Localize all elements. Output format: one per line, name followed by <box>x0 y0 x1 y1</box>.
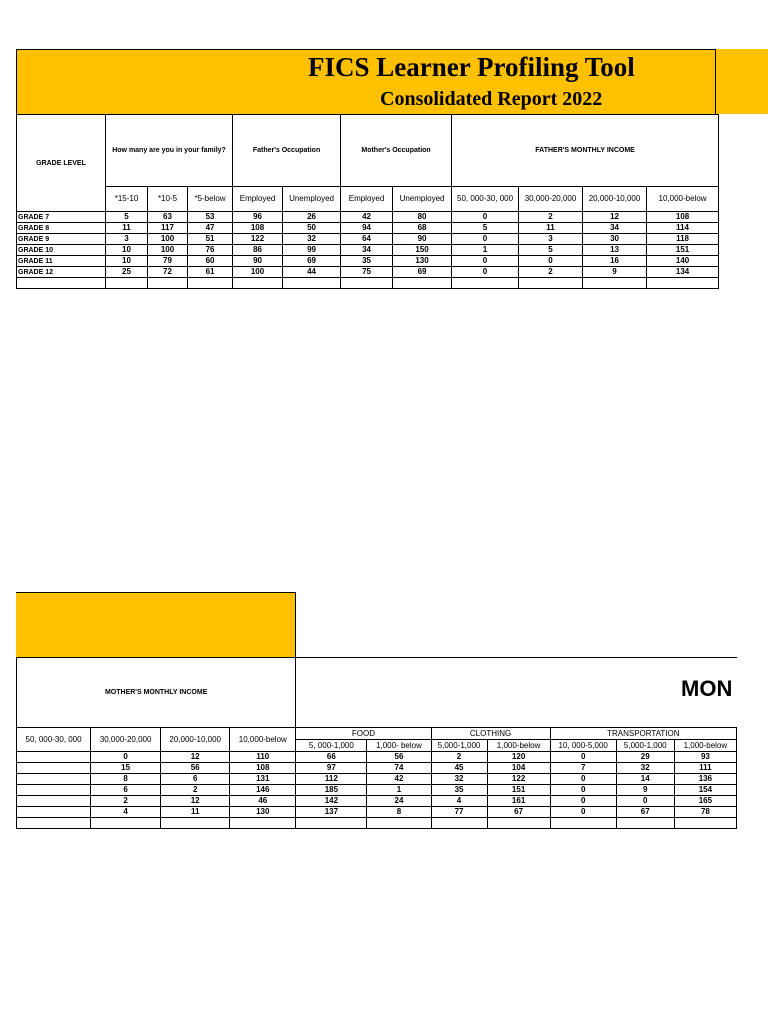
food-header: FOOD <box>296 728 431 740</box>
data-cell: 24 <box>367 796 431 807</box>
report-title: FICS Learner Profiling Tool <box>308 52 635 82</box>
mother-sub-header: 30,000-20,000 <box>91 728 161 752</box>
data-cell: 96 <box>233 212 283 223</box>
data-cell: 53 <box>188 212 233 223</box>
empty-cell <box>283 278 341 289</box>
data-cell: 0 <box>452 212 519 223</box>
grade-label: GRADE 9 <box>17 234 106 245</box>
data-cell: 111 <box>674 763 736 774</box>
data-cell: 0 <box>616 796 674 807</box>
data-cell: 34 <box>583 223 647 234</box>
data-cell: 6 <box>91 785 161 796</box>
data-cell: 15 <box>91 763 161 774</box>
data-cell: 114 <box>647 223 719 234</box>
data-cell: 0 <box>452 256 519 267</box>
expense-sub-header: 5,000-1,000 <box>431 740 487 752</box>
family-size-header: How many are you in your family? <box>106 115 233 187</box>
empty-cell <box>431 818 487 829</box>
data-cell: 161 <box>487 796 550 807</box>
data-cell: 10 <box>106 245 148 256</box>
data-cell: 0 <box>519 256 583 267</box>
data-cell: 1 <box>452 245 519 256</box>
data-cell: 51 <box>188 234 233 245</box>
data-cell: 2 <box>91 796 161 807</box>
mother-income-header: MOTHER'S MONTHLY INCOME <box>17 658 296 728</box>
empty-cell <box>393 278 452 289</box>
data-cell: 112 <box>296 774 367 785</box>
empty-cell <box>233 278 283 289</box>
data-cell: 7 <box>550 763 616 774</box>
data-cell: 131 <box>230 774 296 785</box>
table-row <box>17 212 719 223</box>
table-row <box>17 807 737 818</box>
data-cell: 2 <box>161 785 230 796</box>
data-cell: 11 <box>106 223 148 234</box>
title-banner-extension <box>716 49 768 114</box>
data-cell: 136 <box>674 774 736 785</box>
empty-row <box>17 278 719 289</box>
monthly-expenses-heading: MON <box>681 676 733 701</box>
data-cell: 5 <box>106 212 148 223</box>
data-cell: 97 <box>296 763 367 774</box>
data-cell: 74 <box>367 763 431 774</box>
data-cell: 2 <box>519 267 583 278</box>
data-cell: 69 <box>283 256 341 267</box>
data-cell <box>17 796 91 807</box>
data-cell: 140 <box>647 256 719 267</box>
data-cell: 0 <box>91 752 161 763</box>
data-cell: 66 <box>296 752 367 763</box>
data-cell: 146 <box>230 785 296 796</box>
data-cell: 0 <box>550 774 616 785</box>
grade-label: GRADE 10 <box>17 245 106 256</box>
father-occupation-header: Father's Occupation <box>233 115 341 187</box>
table-row <box>17 785 737 796</box>
data-cell: 32 <box>616 763 674 774</box>
data-cell: 68 <box>393 223 452 234</box>
empty-cell <box>647 278 719 289</box>
data-cell <box>17 807 91 818</box>
table-row <box>17 796 737 807</box>
data-cell: 130 <box>230 807 296 818</box>
data-cell: 118 <box>647 234 719 245</box>
data-cell: 12 <box>161 796 230 807</box>
data-cell: 110 <box>230 752 296 763</box>
data-cell: 0 <box>550 796 616 807</box>
data-cell: 9 <box>616 785 674 796</box>
sub-header: *15-10 <box>106 187 148 212</box>
empty-cell <box>519 278 583 289</box>
data-cell: 13 <box>583 245 647 256</box>
data-cell: 151 <box>647 245 719 256</box>
table-row <box>17 752 737 763</box>
empty-row <box>17 818 737 829</box>
data-cell: 9 <box>583 267 647 278</box>
sub-header: 50, 000-30, 000 <box>452 187 519 212</box>
data-cell: 35 <box>431 785 487 796</box>
table-row <box>17 256 719 267</box>
empty-cell <box>367 818 431 829</box>
grade-label: GRADE 8 <box>17 223 106 234</box>
sub-header: Employed <box>341 187 393 212</box>
data-cell: 1 <box>367 785 431 796</box>
data-cell: 64 <box>341 234 393 245</box>
data-cell: 4 <box>431 796 487 807</box>
data-cell: 3 <box>519 234 583 245</box>
data-cell: 29 <box>616 752 674 763</box>
data-cell: 34 <box>341 245 393 256</box>
transportation-header: TRANSPORTATION <box>550 728 736 740</box>
data-cell: 93 <box>674 752 736 763</box>
data-cell: 35 <box>341 256 393 267</box>
empty-cell <box>487 818 550 829</box>
data-cell: 45 <box>431 763 487 774</box>
data-cell: 4 <box>91 807 161 818</box>
table-row <box>17 245 719 256</box>
data-cell: 42 <box>367 774 431 785</box>
data-cell: 5 <box>519 245 583 256</box>
data-cell: 80 <box>393 212 452 223</box>
data-cell <box>17 785 91 796</box>
empty-cell <box>91 818 161 829</box>
sub-header: Unemployed <box>393 187 452 212</box>
data-cell: 10 <box>106 256 148 267</box>
data-cell <box>17 774 91 785</box>
data-cell: 69 <box>393 267 452 278</box>
expense-sub-header: 10, 000-5,000 <box>550 740 616 752</box>
data-cell: 130 <box>393 256 452 267</box>
empty-cell <box>583 278 647 289</box>
empty-cell <box>452 278 519 289</box>
data-cell: 76 <box>188 245 233 256</box>
section-banner <box>16 592 296 658</box>
data-cell: 0 <box>550 752 616 763</box>
data-cell: 77 <box>431 807 487 818</box>
data-cell: 94 <box>341 223 393 234</box>
clothing-header: CLOTHING <box>431 728 550 740</box>
mother-occupation-header: Mother's Occupation <box>341 115 452 187</box>
empty-cell <box>188 278 233 289</box>
data-cell: 42 <box>341 212 393 223</box>
data-cell: 134 <box>647 267 719 278</box>
data-cell: 14 <box>616 774 674 785</box>
expense-sub-header: 1,000-below <box>674 740 736 752</box>
empty-cell <box>296 818 367 829</box>
data-cell: 12 <box>161 752 230 763</box>
mother-sub-header: 10,000-below <box>230 728 296 752</box>
data-cell: 60 <box>188 256 233 267</box>
expense-sub-header: 1,000- below <box>367 740 431 752</box>
data-cell: 108 <box>230 763 296 774</box>
empty-cell <box>616 818 674 829</box>
data-cell: 185 <box>296 785 367 796</box>
data-cell: 90 <box>393 234 452 245</box>
table-row <box>17 234 719 245</box>
table-row <box>17 774 737 785</box>
mother-sub-header: 50, 000-30, 000 <box>17 728 91 752</box>
data-cell: 117 <box>148 223 188 234</box>
income-expense-table <box>16 657 737 829</box>
data-cell: 142 <box>296 796 367 807</box>
expense-sub-header: 1,000-below <box>487 740 550 752</box>
sub-header: *5-below <box>188 187 233 212</box>
data-cell: 32 <box>283 234 341 245</box>
data-cell: 0 <box>550 785 616 796</box>
empty-cell <box>106 278 148 289</box>
data-cell: 67 <box>487 807 550 818</box>
data-cell: 63 <box>148 212 188 223</box>
sub-header: Employed <box>233 187 283 212</box>
data-cell: 5 <box>452 223 519 234</box>
data-cell: 86 <box>233 245 283 256</box>
data-cell: 120 <box>487 752 550 763</box>
table-row <box>17 223 719 234</box>
data-cell: 2 <box>519 212 583 223</box>
report-subtitle: Consolidated Report 2022 <box>380 88 603 110</box>
data-cell: 122 <box>233 234 283 245</box>
mother-sub-header: 20,000-10,000 <box>161 728 230 752</box>
data-cell: 8 <box>91 774 161 785</box>
data-cell: 108 <box>233 223 283 234</box>
data-cell: 3 <box>106 234 148 245</box>
data-cell: 79 <box>148 256 188 267</box>
data-cell: 26 <box>283 212 341 223</box>
data-cell: 150 <box>393 245 452 256</box>
expense-title-area <box>296 658 737 728</box>
data-cell <box>17 752 91 763</box>
sub-header: 20,000-10,000 <box>583 187 647 212</box>
data-cell: 90 <box>233 256 283 267</box>
data-cell: 46 <box>230 796 296 807</box>
data-cell: 72 <box>148 267 188 278</box>
data-cell: 11 <box>161 807 230 818</box>
sub-header: *10-5 <box>148 187 188 212</box>
data-cell: 16 <box>583 256 647 267</box>
data-cell: 50 <box>283 223 341 234</box>
sub-header: Unemployed <box>283 187 341 212</box>
data-cell: 100 <box>148 234 188 245</box>
data-cell: 0 <box>550 807 616 818</box>
data-cell: 99 <box>283 245 341 256</box>
data-cell: 12 <box>583 212 647 223</box>
data-cell: 122 <box>487 774 550 785</box>
empty-cell <box>148 278 188 289</box>
data-cell: 25 <box>106 267 148 278</box>
empty-cell <box>341 278 393 289</box>
data-cell: 151 <box>487 785 550 796</box>
empty-cell <box>161 818 230 829</box>
data-cell: 100 <box>148 245 188 256</box>
data-cell: 30 <box>583 234 647 245</box>
data-cell: 56 <box>161 763 230 774</box>
data-cell: 11 <box>519 223 583 234</box>
data-cell: 67 <box>616 807 674 818</box>
empty-cell <box>17 278 106 289</box>
data-cell: 47 <box>188 223 233 234</box>
data-cell: 100 <box>233 267 283 278</box>
data-cell: 165 <box>674 796 736 807</box>
empty-cell <box>230 818 296 829</box>
data-cell: 154 <box>674 785 736 796</box>
grade-level-header: GRADE LEVEL <box>17 115 106 212</box>
data-cell: 108 <box>647 212 719 223</box>
grade-label: GRADE 7 <box>17 212 106 223</box>
data-cell: 0 <box>452 267 519 278</box>
table-row <box>17 763 737 774</box>
empty-cell <box>17 818 91 829</box>
sub-header: 30,000-20,000 <box>519 187 583 212</box>
expense-sub-header: 5,000-1,000 <box>616 740 674 752</box>
data-cell: 61 <box>188 267 233 278</box>
grade-label: GRADE 12 <box>17 267 106 278</box>
empty-cell <box>550 818 616 829</box>
data-cell: 2 <box>431 752 487 763</box>
data-cell: 75 <box>341 267 393 278</box>
expense-sub-header: 5, 000-1,000 <box>296 740 367 752</box>
data-cell: 6 <box>161 774 230 785</box>
table-row <box>17 267 719 278</box>
data-cell: 104 <box>487 763 550 774</box>
data-cell: 0 <box>452 234 519 245</box>
data-cell: 8 <box>367 807 431 818</box>
data-cell <box>17 763 91 774</box>
empty-cell <box>674 818 736 829</box>
data-cell: 56 <box>367 752 431 763</box>
father-income-header: FATHER'S MONTHLY INCOME <box>452 115 719 187</box>
grade-label: GRADE 11 <box>17 256 106 267</box>
data-cell: 44 <box>283 267 341 278</box>
data-cell: 78 <box>674 807 736 818</box>
sub-header: 10,000-below <box>647 187 719 212</box>
data-cell: 137 <box>296 807 367 818</box>
learner-profile-table <box>16 114 719 289</box>
data-cell: 32 <box>431 774 487 785</box>
